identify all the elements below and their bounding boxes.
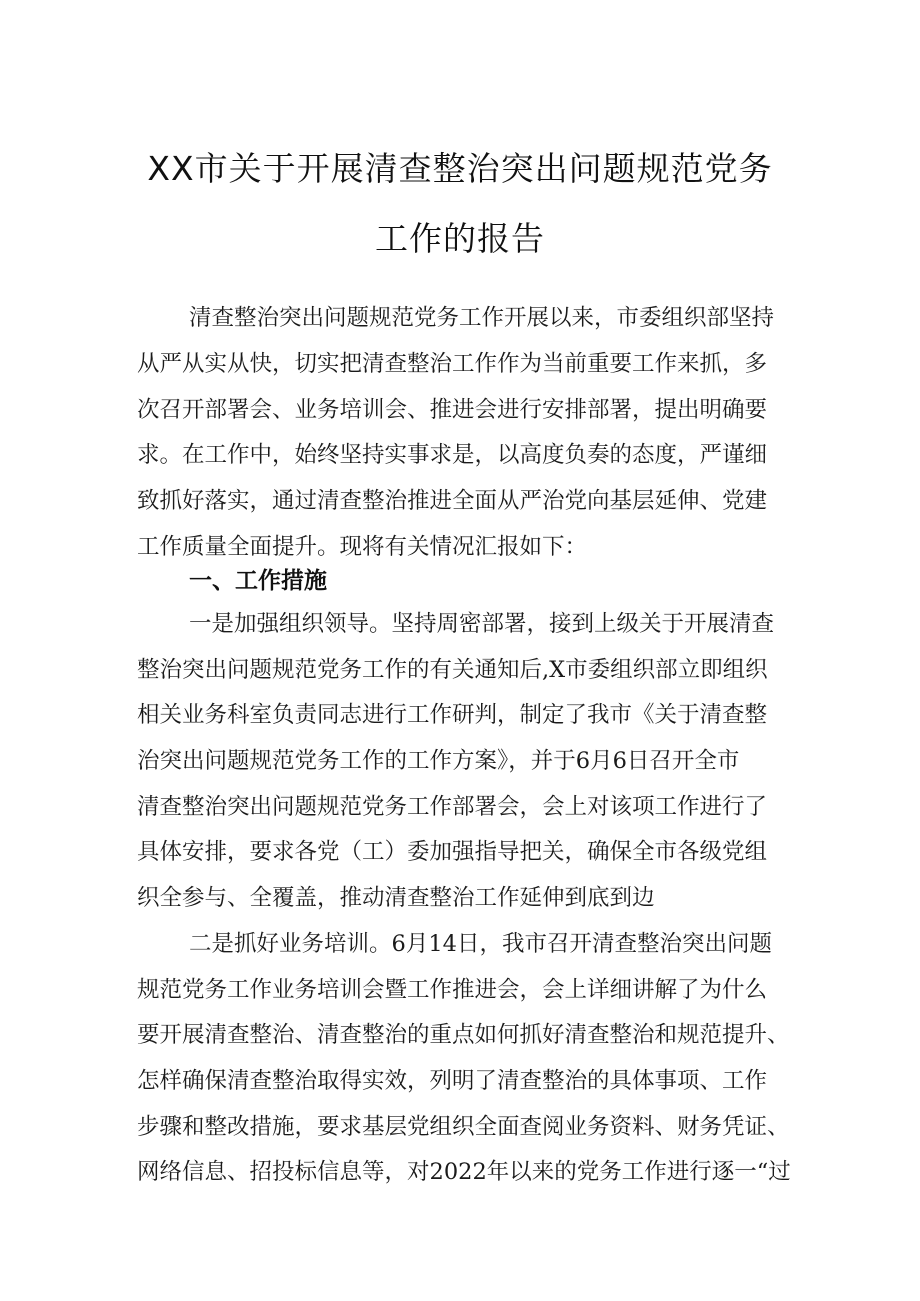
- intro-line-6: 工作质量全面提升。现将有关情况汇报如下：: [137, 534, 588, 560]
- para1-line-5: 清查整治突出问题规范党务工作部署会，会上对该项工作进行了: [137, 794, 768, 820]
- document-title-line-1: XX市关于开展清查整治突出问题规范党务: [147, 149, 773, 188]
- para1-line-3: 相关业务科室负责同志进行工作研判，制定了我市《关于清查整: [137, 702, 768, 728]
- para2-line-1: 二是抓好业务培训。6月14日，我市召开清查整治突出问题: [189, 931, 772, 957]
- para1-line-6: 具体安排，要求各党（工）委加强指导把关，确保全市各级党组: [137, 839, 768, 865]
- para2-line-4: 怎样确保清查整治取得实效，列明了清查整治的具体事项、工作: [137, 1068, 768, 1094]
- intro-line-4: 求。在工作中，始终坚持实事求是，以高度负奏的态度，严谨细: [137, 442, 768, 468]
- para2-line-3: 要开展清查整治、清查整治的重点如何抓好清查整治和规范提升、: [137, 1022, 790, 1048]
- intro-line-1: 清查整治突出问题规范党务工作开展以来，市委组织部坚持: [189, 305, 775, 331]
- intro-line-2: 从严从实从快，切实把清查整治工作作为当前重要工作来抓，多: [137, 351, 768, 377]
- para2-line-5: 步骤和整改措施，要求基层党组织全面查阅业务资料、财务凭证、: [137, 1114, 790, 1140]
- para1-line-2: 整治突出问题规范党务工作的有关通知后,X市委组织部立即组织: [137, 657, 768, 683]
- para1-line-1: 一是加强组织领导。坚持周密部署，接到上级关于开展清查: [189, 611, 775, 637]
- para2-line-2: 规范党务工作业务培训会暨工作推进会，会上详细讲解了为什么: [137, 977, 768, 1003]
- para2-line-6: 网络信息、招投标信息等，对2022年以来的党务工作进行逐一“过: [137, 1159, 791, 1185]
- section-heading: 一、工作措施: [189, 568, 327, 594]
- intro-line-3: 次召开部署会、业务培训会、推进会进行安排部署，提出明确要: [137, 397, 768, 423]
- intro-line-5: 致抓好落实，通过清查整治推进全面从严治党向基层延伸、党建: [137, 488, 768, 514]
- document-title-line-2: 工作的报告: [375, 219, 545, 258]
- para1-line-4: 治突出问题规范党务工作的工作方案》，并于6月6日召开全市: [137, 748, 740, 774]
- para1-line-7: 织全参与、全覆盖，推动清查整治工作延伸到底到边: [137, 885, 655, 911]
